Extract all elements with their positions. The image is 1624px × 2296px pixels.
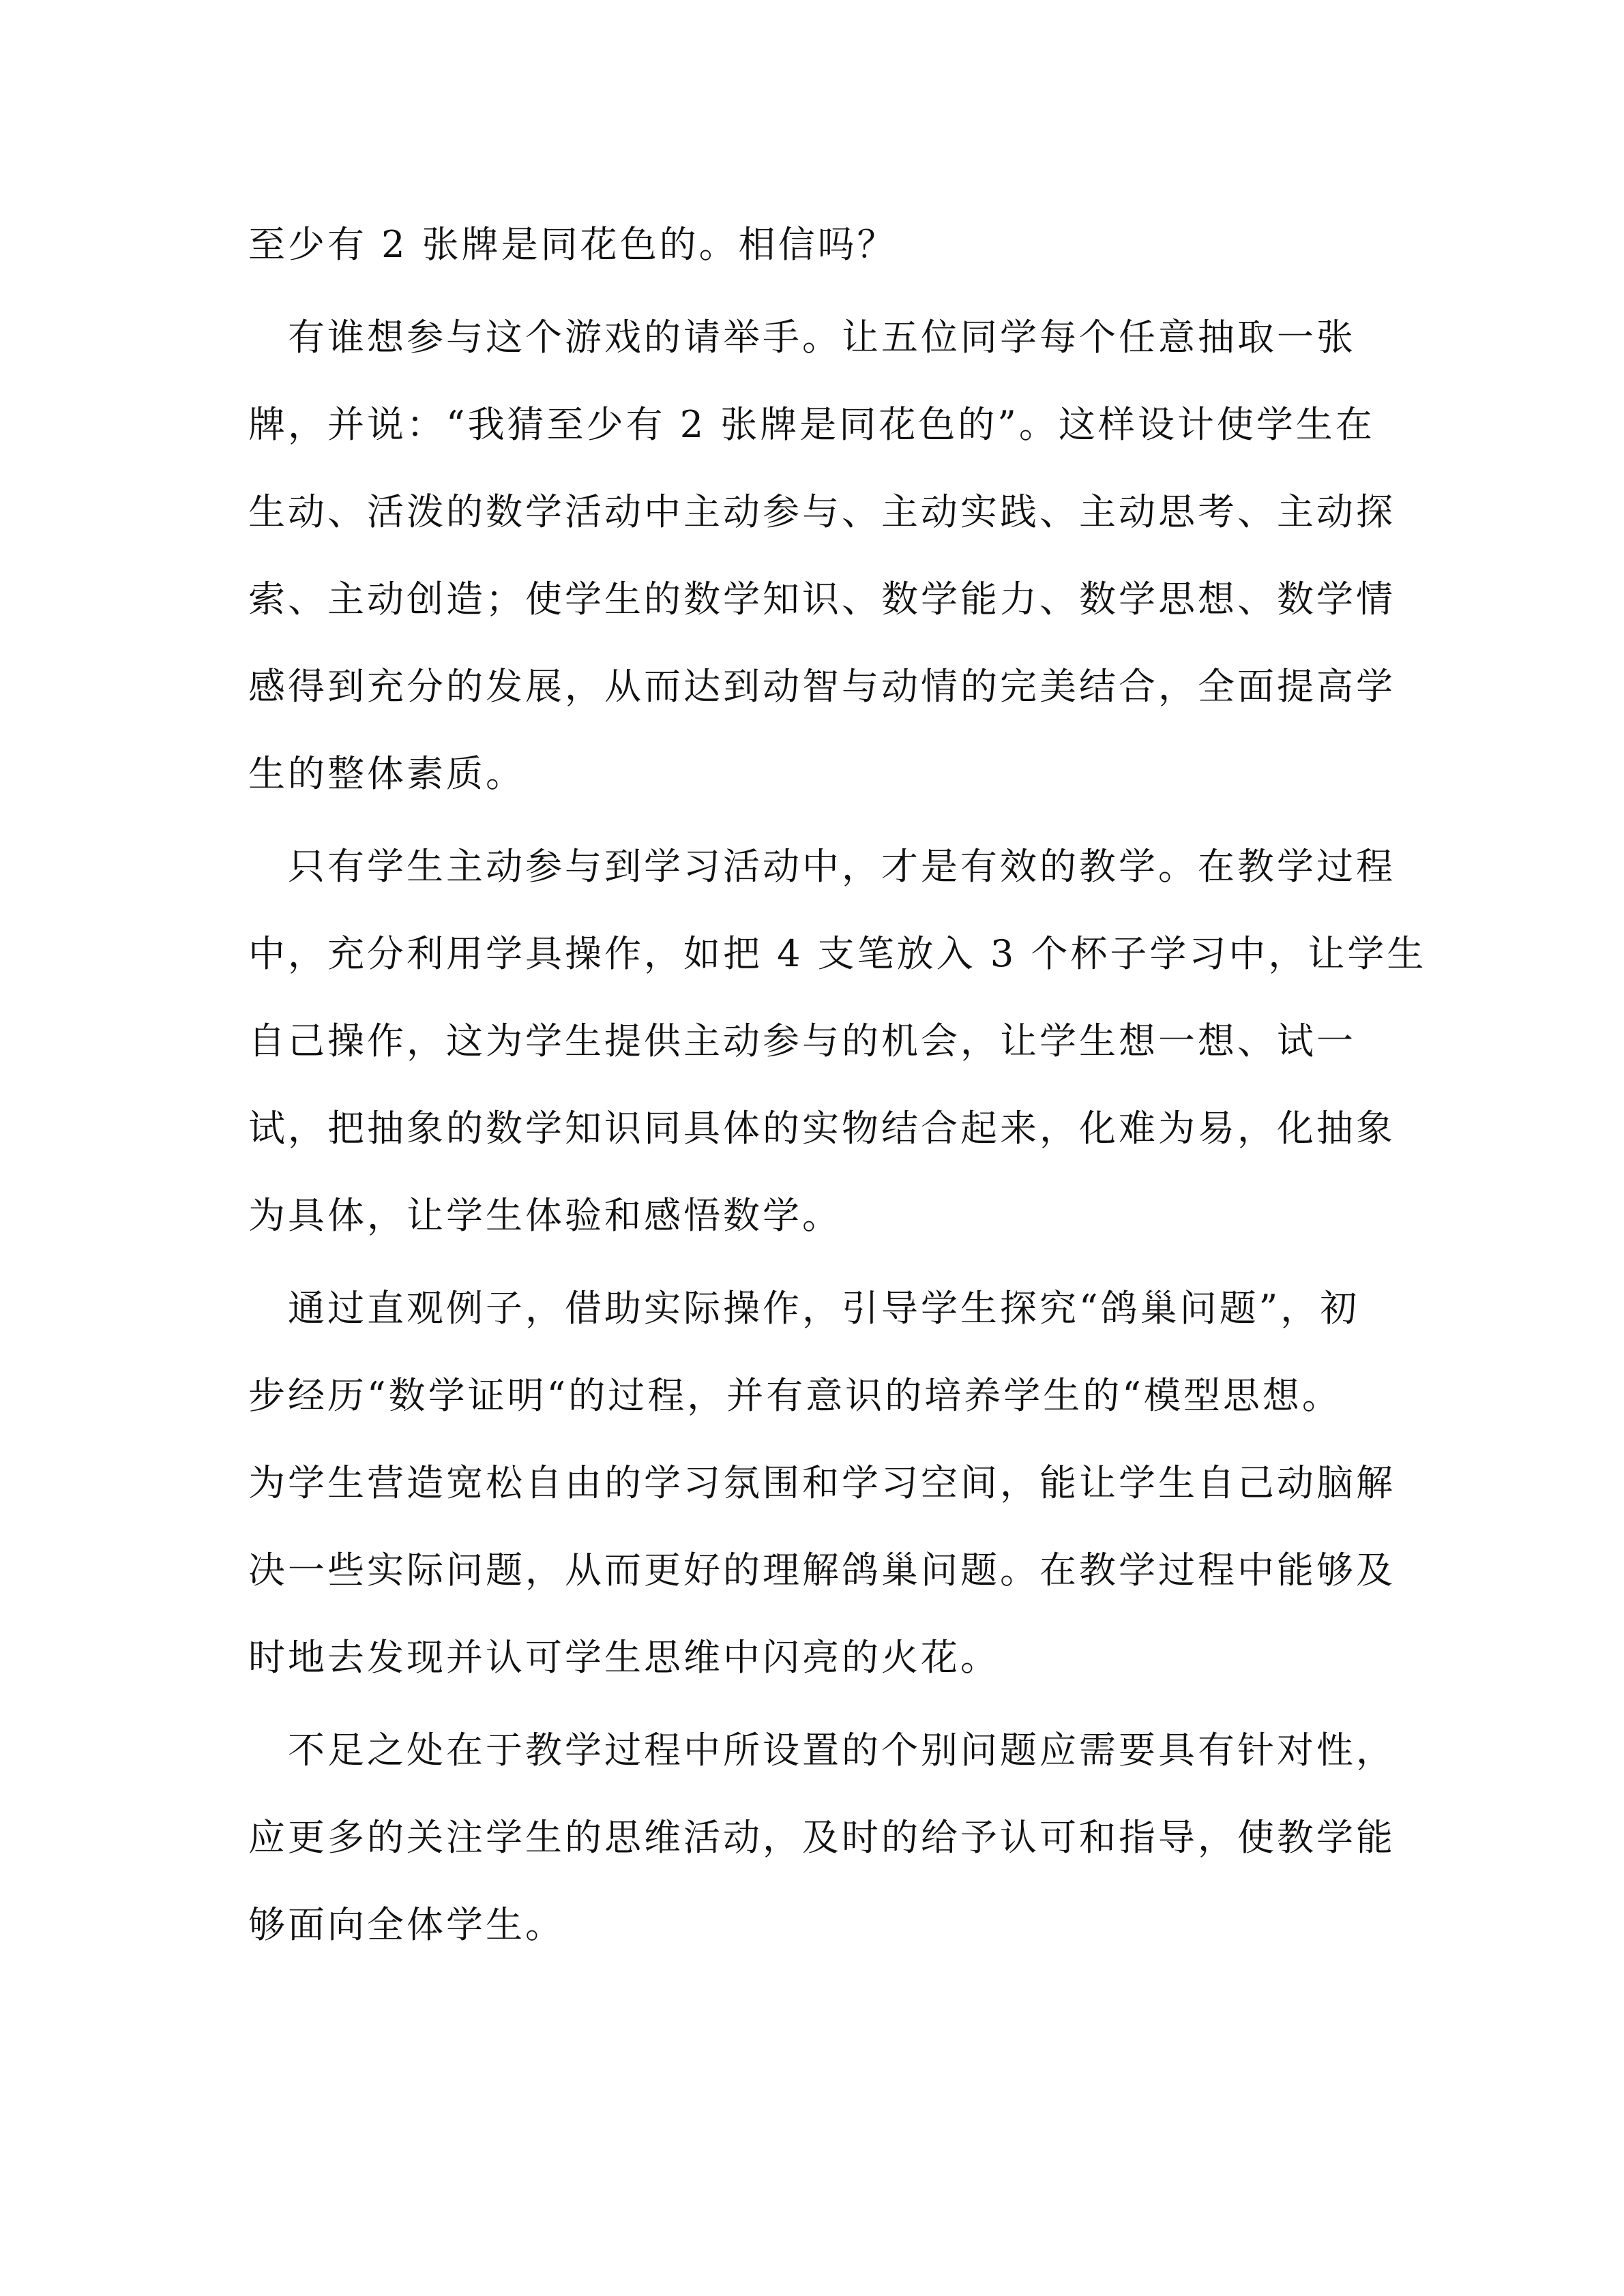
text-line: 牌，并说：“我猜至少有 2 张牌是同花色的”。这样设计使学生在: [248, 403, 1375, 446]
text-line: 试，把抽象的数学知识同具体的实物结合起来，化难为易，化抽象: [248, 1107, 1396, 1150]
text-line: 生动、活泼的数学活动中主动参与、主动实践、主动思考、主动探: [248, 490, 1396, 533]
text-line: 感得到充分的发展，从而达到动智与动情的完美结合，全面提高学: [248, 665, 1396, 708]
body-text: [248, 201, 1427, 1969]
text-line: 索、主动创造；使学生的数学知识、数学能力、数学思想、数学情: [248, 578, 1396, 621]
text-line: 为学生营造宽松自由的学习氛围和学习空间，能让学生自己动脑解: [248, 1461, 1396, 1504]
text-line: 自己操作，这为学生提供主动参与的机会，让学生想一想、试一: [248, 1019, 1356, 1062]
paragraph-5: [248, 1707, 1396, 1969]
paragraph-4: [248, 1265, 1396, 1701]
paragraph-1: [248, 201, 1381, 288]
text-line: 应更多的关注学生的思维活动，及时的给予认可和指导，使教学能: [248, 1816, 1396, 1859]
text-line: 只有学生主动参与到学习活动中，才是有效的教学。在教学过程: [248, 845, 1396, 888]
text-line: 至少有 2 张牌是同花色的。相信吗？: [248, 223, 897, 266]
text-line: 通过直观例子，借助实际操作，引导学生探究“鸽巢问题”，初: [248, 1287, 1360, 1330]
text-line: 够面向全体学生。: [248, 1903, 565, 1946]
text-line: 为具体，让学生体验和感悟数学。: [248, 1194, 842, 1237]
text-line: 步经历“数学证明“的过程，并有意识的培养学生的“模型思想。: [248, 1374, 1342, 1417]
text-line: 生的整体素质。: [248, 752, 525, 795]
paragraph-2: [248, 294, 1396, 818]
text-line: 时地去发现并认可学生思维中闪亮的火花。: [248, 1636, 1000, 1679]
text-line: 有谁想参与这个游戏的请举手。让五位同学每个任意抽取一张: [248, 316, 1356, 359]
text-line: 决一些实际问题，从而更好的理解鸽巢问题。在教学过程中能够及: [248, 1549, 1396, 1592]
paragraph-3: [248, 823, 1427, 1259]
text-line: 不足之处在于教学过程中所设置的个别问题应需要具有针对性，: [248, 1729, 1396, 1772]
text-line: 中，充分利用学具操作，如把 4 支笔放入 3 个杯子学习中，让学生: [248, 932, 1427, 975]
